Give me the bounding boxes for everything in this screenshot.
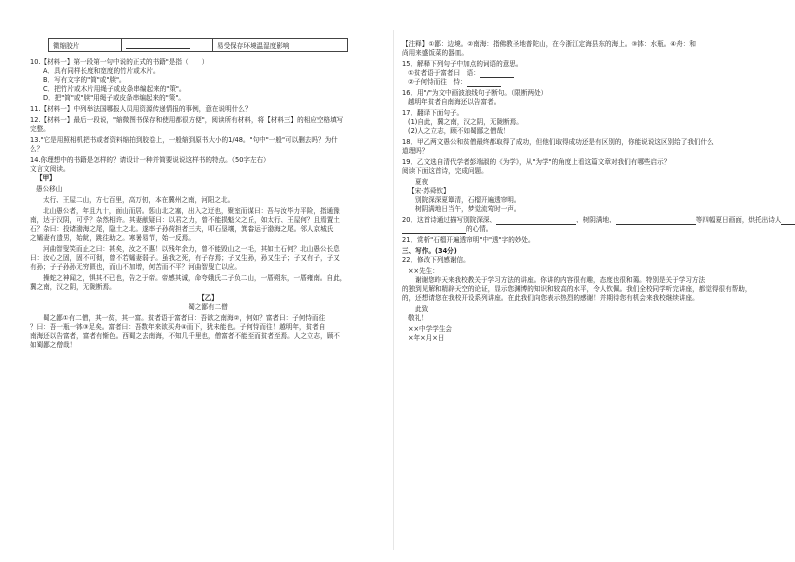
passage-label-yi: 【乙】 — [198, 294, 218, 302]
question-20-cont: 的心情。 — [402, 225, 766, 234]
passage-line: 南，达于汉阴，可乎？杂然相许。其妻献疑曰：以君之力，曾不能损魁父之丘，如太行、王屋何？且焉置土 — [30, 216, 340, 224]
question-15: 15．解释下列句子中加点的词语的意思。 — [402, 60, 523, 68]
answer-blank-cell[interactable] — [122, 39, 213, 52]
passage-line: 曰：汝心之固，固不可彻，曾不若孀妻弱子。虽我之死，有子存焉；子又生孙，孙又生子；子又有子，子又 — [30, 254, 340, 262]
table-cell: 易受保存环境温湿度影响 — [213, 39, 348, 52]
letter-salute: 敬礼！ — [408, 314, 428, 322]
question-11: 11.【材料一】中列举法国哪报人员用资源传递情报的事例，意在说明什么？ — [30, 105, 252, 113]
letter-closing: 此致 — [415, 305, 429, 313]
passage-line: 操蛇之神闻之，惧其不已也，告之于帝。帝感其诚，命夸娥氏二子负二山，一厝朔东，一厝雍南。自此， — [43, 274, 347, 282]
passage-line: 太行、王屋二山，方七百里，高万仞，本在冀州之南，河阳之北。 — [43, 196, 235, 204]
column-divider — [393, 30, 394, 550]
passage-line: 北山愚公者，年且九十，面山而居。惩山北之塞，出入之迂也，聚室而谋曰：吾与汝毕力平险，指通豫 — [43, 207, 340, 215]
material-table — [48, 38, 348, 52]
poem-line: 别院深深夏簟清，石榴开遍透帘明。 — [415, 196, 521, 204]
left-column — [30, 58, 386, 350]
answer-blank[interactable] — [402, 226, 466, 234]
section-heading: 文言文阅读。 — [30, 165, 70, 173]
letter-body: 的，还想请您在我校开设系列讲座。在此我们向您表示热烈的感谢！并期待您有机会来我校继续讲座。 — [402, 294, 699, 302]
question-14: 14.你理想中的书籍是怎样的？请设计一种并简要说说这样书的特点。（50字左右） — [30, 156, 270, 164]
table-cell: 微缩胶片 — [49, 39, 122, 52]
question-12-cont: 完整。 — [30, 125, 50, 133]
section-writing: 三、写作。(34分) — [402, 247, 457, 255]
poem-instruction: 阅读下面这首诗，完成问题。 — [402, 167, 488, 175]
question-18: 18．甲乙两文愚公和贫僧最终都取得了成功，但他们取得成功还是有区别的，你能说说这区别给了我们什么 — [402, 138, 714, 146]
question-22: 22．修改下列感谢信。 — [402, 256, 470, 264]
passage-title-1: 愚公移山 — [36, 185, 63, 193]
question-17-1: (1)自此，冀之南，汉之阴，无陇断焉。 — [408, 118, 523, 126]
question-16: 16．用"/"为文中画波浪线句子断句。（限断两处） — [402, 89, 548, 97]
question-13-cont: 么？ — [30, 145, 44, 153]
answer-blank[interactable] — [616, 217, 696, 225]
question-17-2: (2)人之立志，顾不如蜀鄙之僧哉！ — [408, 127, 510, 135]
question-21: 21．赏析"石榴开遍透帘明"中"透"字的妙处。 — [402, 236, 535, 244]
answer-blank[interactable] — [467, 79, 501, 87]
question-19: 19．乙文选自清代学者彭端淑的《为学》，从"为学"的角度上看这篇文章对我们有哪些启示？ — [402, 158, 671, 166]
table-row — [49, 39, 348, 52]
question-16-sentence: 越明年贫者自南海还以告富者。 — [408, 98, 501, 106]
option-b: B．写有文字的"简"或"牍"。 — [43, 76, 126, 84]
option-a: A．具有同样长度和宽度的竹片或木片。 — [43, 67, 160, 75]
right-column — [402, 40, 782, 343]
passage-line: 南海还以告富者，富者有惭色。西蜀之去南海，不知几千里也，僧富者不能至而贫者至焉。人之立志，顾不 — [30, 332, 340, 340]
annotation-cont: 尚用来盛饭菜的器皿。 — [402, 49, 468, 57]
letter-body: 的独到见解和精辟天空的论证，显示您渊博的知识和较高的水平，令人钦佩。我们全校同学听完讲座，都觉得很有帮助， — [402, 285, 752, 293]
letter-greeting: ××先生： — [408, 267, 439, 275]
passage-line: 之孀妻有遗男，始龀，跳往助之。寒暑易节，始一反焉。 — [30, 234, 195, 242]
question-13: 13."它是用照相机把书或者资料缩拍到胶卷上，一般缩到原书大小的1/48。"句中"一般"可以删去吗？为什 — [30, 136, 338, 144]
answer-blank[interactable] — [496, 217, 576, 225]
question-10: 10.【材料一】第一段第一句中说的正式的书籍"是指（ ） — [30, 58, 209, 66]
poem-author: 【宋·苏舜钦】 — [408, 187, 450, 195]
answer-blank[interactable] — [781, 217, 795, 225]
passage-title-2: 蜀之鄙有二僧 — [188, 303, 228, 311]
option-d: D．把"简"或"牍"用绳子或皮条串编起来的"策"。 — [43, 94, 185, 102]
passage-line: 有孙；子子孙孙无穷匮也，而山不加增，何苦而不平？河曲智叟亡以应。 — [30, 263, 241, 271]
question-20: 20．这首诗通过描写别院深深、 、树阴满地、 等四幅夏日画面，烘托出诗人 — [402, 216, 766, 225]
answer-blank[interactable] — [480, 70, 514, 78]
passage-line: 石？杂曰：投诸渤海之尾，隐土之北。遂率子孙荷担者三夫，叩石垦壤，箕畚运于渤海之尾。邻人京城氏 — [30, 225, 334, 233]
passage-line: ？曰：吾一瓶一钵③足矣。富者曰：吾数年来欲买舟④而下，犹未能也。子何恃而往！越明年，贫者自 — [30, 323, 326, 331]
passage-line: 如蜀鄙之僧哉！ — [30, 341, 77, 349]
poem-title: 夏夜 — [415, 178, 429, 186]
poem-line: 树阴满地日当午，梦觉流莺时一声。 — [415, 205, 521, 213]
passage-line: 冀之南，汉之阴，无陇断焉。 — [30, 283, 116, 291]
question-15-2: ②子何恃而往 恃： — [402, 78, 766, 87]
letter-date: ×年×月×日 — [408, 334, 445, 342]
letter-body: 谢谢您昨天来我校教关于学习方法的讲座。你讲的内容很有趣，态度也很和蔼。特别是关于学习方法 — [415, 276, 706, 284]
letter-signature: ××中学学生会 — [408, 325, 453, 333]
question-12: 12.【材料一】最后一段说，"缩微图书保存和使用都很方便"，阅读所有材料，将【材料三】的相应空格填写 — [30, 116, 344, 124]
question-17: 17．翻译下面句子。 — [402, 109, 464, 117]
option-c: C．把竹片或木片用绳子或皮条串编起来的"策"。 — [43, 85, 186, 93]
passage-line: 蜀之鄙①有二僧，其一贫，其一富。贫者语于富者曰：吾欲之南海②，何如？富者曰：子何恃而往 — [43, 314, 326, 322]
passage-label-jia: 【甲】 — [36, 174, 56, 182]
passage-line: 河曲智叟笑而止之曰：甚矣，汝之不惠！以残年余力，曾不能毁山之一毛，其如土石何？北山愚公长息 — [43, 245, 340, 253]
question-18-cont: 道理吗？ — [402, 147, 429, 155]
annotation: 【注释】①鄙：边境。②南海：指佛教圣地普陀山，在今浙江定海县东的海上。③钵：水瓶。④舟：和 — [402, 40, 696, 48]
question-15-1: ①贫者语于富者曰 语： — [402, 69, 766, 78]
